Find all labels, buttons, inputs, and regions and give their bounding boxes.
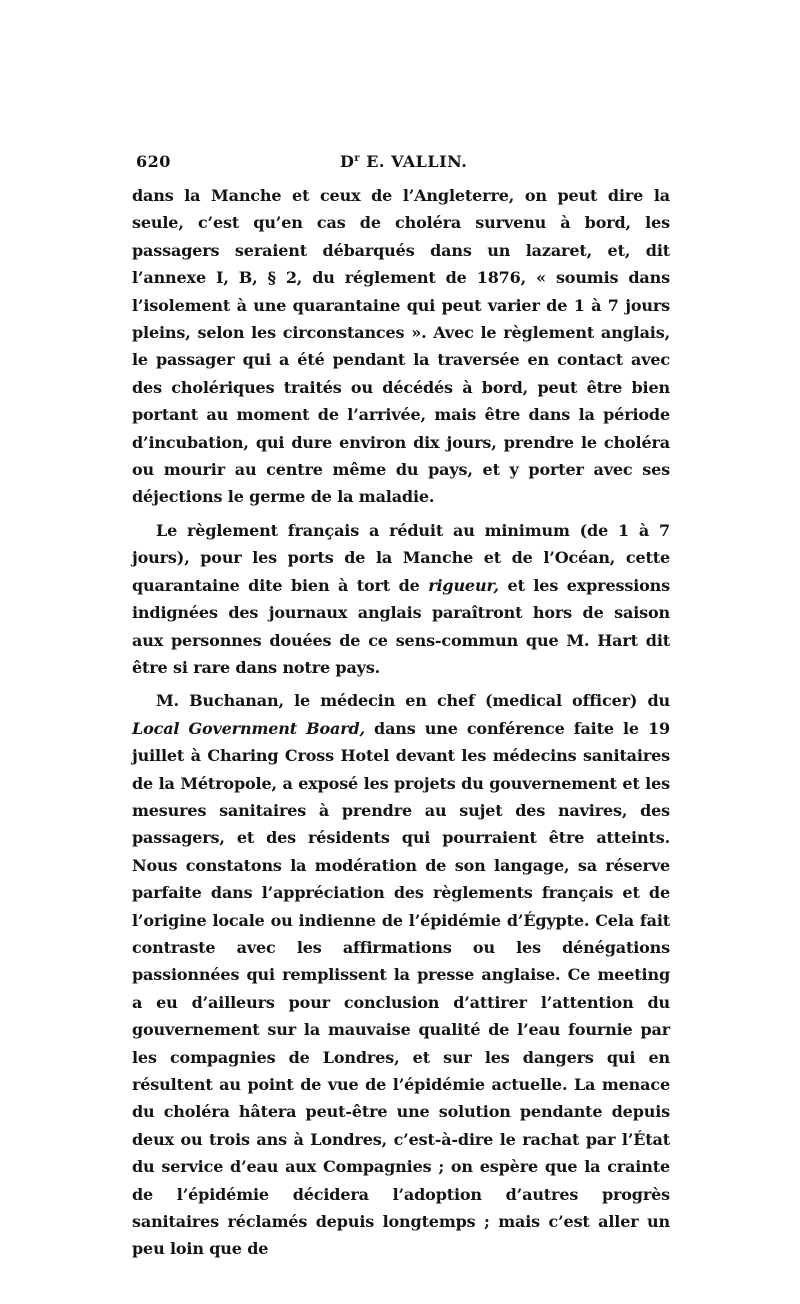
page-number: 620 xyxy=(136,152,171,171)
book-page xyxy=(132,152,670,1263)
paragraph-2-italic-term: rigueur, xyxy=(428,575,499,595)
running-head xyxy=(340,152,467,171)
page-header xyxy=(132,152,670,182)
paragraph-2 xyxy=(132,517,670,681)
paragraph-3-text-start: M. Buchanan, le médecin en chef (medical officer) du xyxy=(156,691,670,711)
paragraph-2-text-end: et les expressions indignées des journaux anglais paraîtront hors de saison aux personnes douées de ce sens-commun que M. Hart dit être si rare dans notre pays. xyxy=(132,575,670,677)
paragraph-3-text-end: dans une conférence faite le 19 juillet à Charing Cross Hotel devant les médecins sanitaires de la Métropole, a exposé les projets du gouvernement et les mesures sanitaires à prendre au sujet des navires, des passagers, et des résidents qui pourraient être atteints. Nous constatons la modération de son langage, sa réserve parfaite dans l’appréciation des règlements français et de l’origine locale ou indienne de l’épidémie d’Égypte. Cela fait contraste avec les affirmations ou les dénégations passionnées qui remplissent la presse anglaise. Ce meeting a eu d’ailleurs pour conclusion d’attirer l’attention du gouvernement sur la mauvaise qualité de l’eau fournie par les compagnies de Londres, et sur les dangers qui en résultent au point de vue de l’épidémie actuelle. La menace du choléra hâtera peut-être une solution pendante depuis deux ou trois ans à Londres, c’est-à-dire le rachat par l’État du service d’eau aux Compagnies ; on espère que la crainte de l’épidémie décidera l’adoption d’autres progrès sanitaires réclamés depuis longtemps ; mais c’est aller un peu loin que de xyxy=(132,718,670,1259)
paragraph-3-italic-term: Local Government Board, xyxy=(132,718,365,738)
author-prefix-superscript: r xyxy=(354,153,361,164)
author-name: E. VALLIN. xyxy=(360,152,468,171)
author-prefix: D xyxy=(340,152,355,171)
paragraph-2-text-start: Le règlement français a réduit au minimum (de 1 à 7 jours), pour les ports de la Manche et de l’Océan, cette quarantaine dite bien à tort de xyxy=(132,520,670,595)
body-text xyxy=(132,182,670,1263)
paragraph-1: dans la Manche et ceux de l’Angleterre, on peut dire la seule, c’est qu’en cas de choléra survenu à bord, les passagers seraient débarqués dans un lazaret, et, dit l’annexe I, B, § 2, du réglement de 1876, « soumis dans l’isolement à une quarantaine qui peut varier de 1 à 7 jours pleins, selon les circonstances ». Avec le règlement anglais, le passager qui a été pendant la traversée en contact avec des cholériques traités ou décédés à bord, peut être bien portant au moment de l’arrivée, mais être dans la période d’incubation, qui dure environ dix jours, prendre le choléra ou mourir au centre même du pays, et y porter avec ses déjections le germe de la maladie. xyxy=(132,186,670,507)
paragraph-3 xyxy=(132,687,670,1263)
